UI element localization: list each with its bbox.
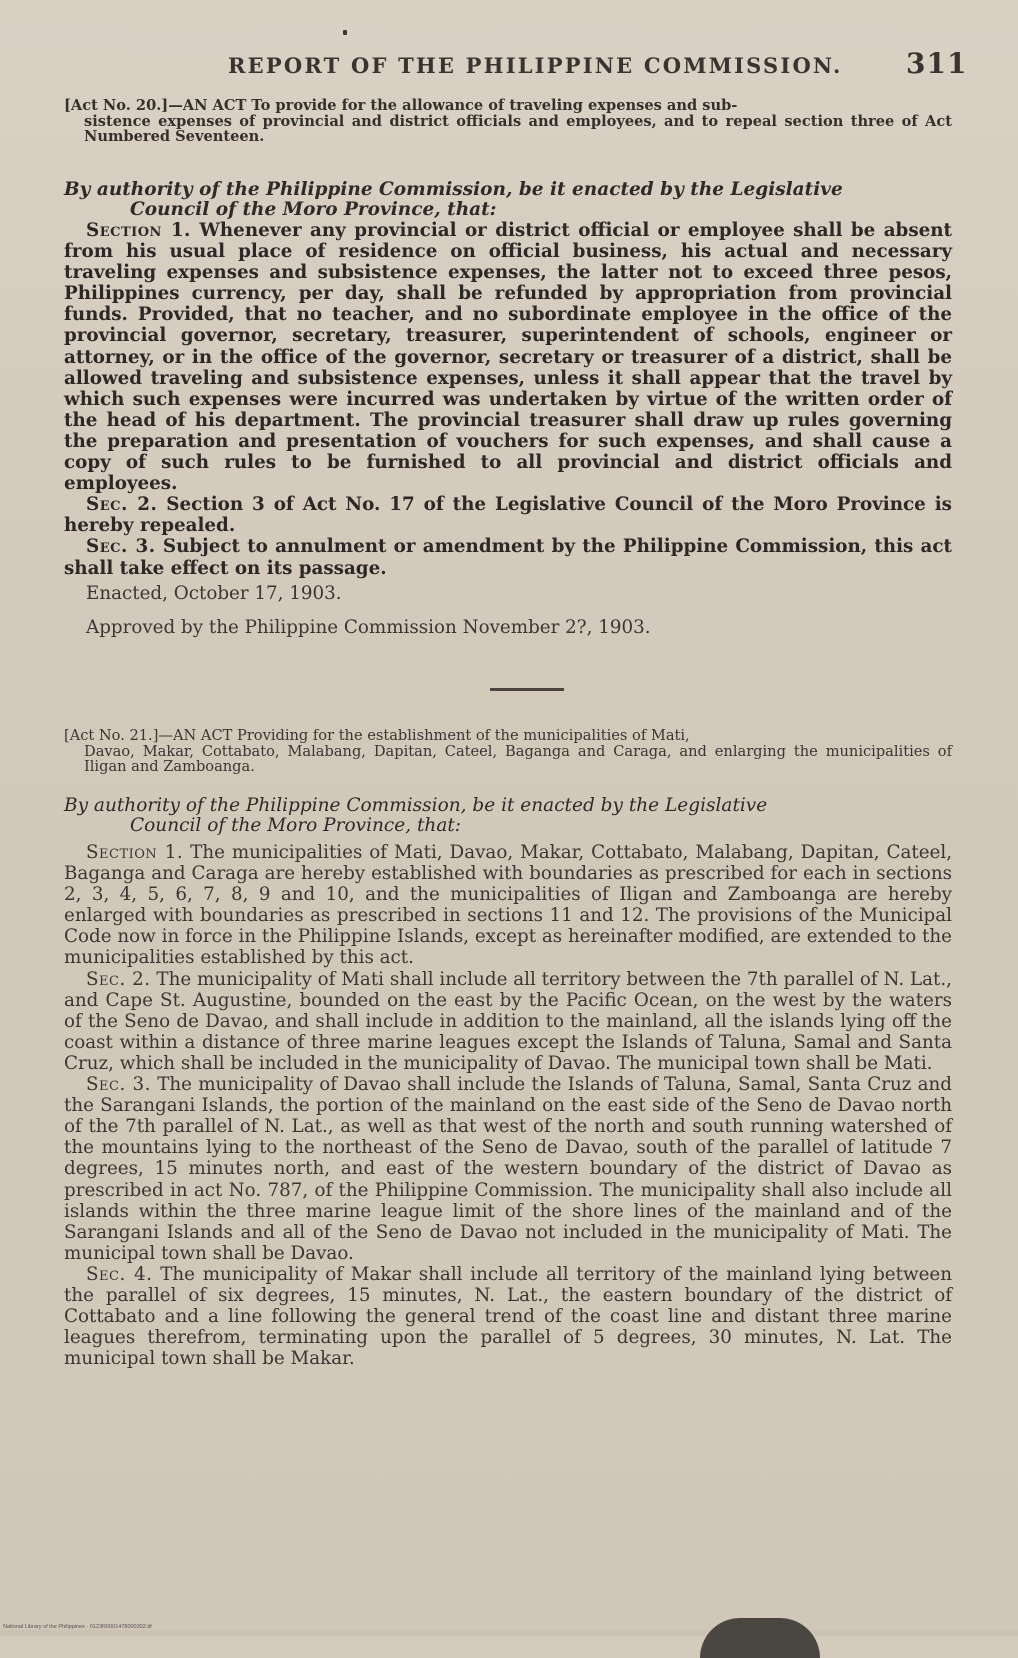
act-21-section-1-text: The municipalities of Mati, Davao, Makar, Cottabato, Malabang, Dapitan, Cateel, Baganga and Caraga are hereby established with boundaries as prescribed for each in sections 2, 3, 4, 5, 6, 7, 8, 9 and 10, and the municipalities of Iligan and Zamboanga are hereby enlarged with boundaries as prescribed in sections 11 and 12. The provisions of the Municipal Code now in force in the Philippine Islands, except as hereinafter modified, are extended to the municipalities established by this act.	[64, 842, 953, 969]
act-20-heading-lead: [Act No. 20.]—AN ACT To provide for the allowance of traveling expenses and sub-	[64, 97, 738, 114]
page-bottom-band	[0, 1630, 1018, 1636]
act-20-heading	[64, 98, 952, 145]
act-21	[64, 728, 952, 775]
act-21-section-4-text: The municipality of Makar shall include all territory of the mainland lying between the parallel of six degrees, 15 minutes, N. Lat., the eastern boundary of the district of Cottabato and a line following the general trend of the coast line and distant three marine leagues therefrom, terminating upon the parallel of 5 degrees, 30 minutes, N. Lat. The municipal town shall be Makar.	[64, 1263, 953, 1370]
act-21-section-1-label: Section 1.	[86, 842, 184, 863]
act-21-section-4	[64, 1264, 952, 1369]
act-21-heading-lead: [Act No. 21.]—AN ACT Providing for the establishment of the municipalities of Mati,	[64, 727, 690, 744]
act-20-enacted-date: Enacted, October 17, 1903.	[86, 582, 342, 604]
act-20-enacting-line1: By authority of the Philippine Commission, be it enacted by the Legislative	[64, 179, 843, 200]
act-21-enacting-clause	[64, 796, 952, 836]
act-20-section-3-text: Subject to annulment or amendment by the Philippine Commission, this act shall take effect on its passage.	[64, 536, 952, 579]
act-20-enacting-line2: Council of the Moro Province, that:	[130, 199, 497, 220]
act-20-section-1-text: Whenever any provincial or district official or employee shall be absent from his usual place of residence on official business, his actual and necessary traveling expenses and subsistence expenses, the latter not to exceed three pesos, Philippines currency, per day, shall be refunded by appropriation from provincial funds. Provided, that no teacher, and no subordinate employee in the office of the provincial governor, secretary, treasurer, superintendent of schools, engineer or attorney, or in the office of the governor, secretary or treasurer of a district, shall be allowed traveling and subsistence expenses, unless it shall appear that the travel by which such expenses were incurred was undertaken by virtue of the written order of the head of his department. The provincial treasurer shall draw up rules governing the preparation and presentation of vouchers for such expenses, and shall cause a copy of such rules to be furnished to all provincial and district officials and employees.	[64, 220, 952, 495]
act-21-section-3	[64, 1074, 952, 1264]
scan-smudge	[700, 1618, 820, 1658]
act-20-section-3	[64, 536, 952, 578]
act-20-section-1	[64, 220, 952, 494]
act-21-heading	[64, 728, 952, 775]
act-20	[64, 98, 952, 145]
act-20-body	[64, 180, 952, 639]
act-20-section-2-text: Section 3 of Act No. 17 of the Legislative Council of the Moro Province is hereby repealed.	[64, 494, 952, 537]
act-20-approved-date: Approved by the Philippine Commission November 2?, 1903.	[86, 616, 651, 638]
act-20-section-2-label: Sec. 2.	[86, 494, 158, 516]
act-21-heading-rest: Davao, Makar, Cottabato, Malabang, Dapitan, Cateel, Baganga and Caraga, and enlarging the municipalities of Iligan and Zamboanga.	[84, 742, 952, 775]
act-20-enacting-clause	[64, 180, 952, 220]
act-20-section-3-label: Sec. 3.	[86, 536, 156, 558]
page-number: 311	[906, 47, 968, 80]
act-21-section-2-text: The municipality of Mati shall include all territory between the 7th parallel of N. Lat., and Cape St. Augustine, bounded on the east by the Pacific Ocean, on the west by the waters of the Seno de Davao, and shall include in addition to the mainland, all the islands lying off the coast within a distance of three marine leagues except the Islands of Taluna, Samal and Santa Cruz, which shall be included in the municipality of Davao. The municipal town shall be Mati.	[64, 968, 952, 1074]
scan-source-note: National Library of the Philippines · 0123R0001478000302.tif	[3, 1624, 152, 1630]
act-21-section-4-label: Sec. 4.	[86, 1263, 153, 1285]
act-21-enacting-line2: Council of the Moro Province, that:	[130, 815, 462, 836]
section-divider	[490, 688, 564, 691]
running-title: REPORT OF THE PHILIPPINE COMMISSION.	[228, 53, 843, 78]
act-20-section-2	[64, 494, 952, 536]
running-header	[0, 47, 1018, 87]
act-20-section-1-label: Section 1.	[86, 220, 191, 241]
act-21-section-3-label: Sec. 3.	[86, 1074, 151, 1096]
act-21-body	[64, 796, 952, 1369]
act-20-heading-rest: sistence expenses of provincial and district officials and employees, and to repeal section three of Act Numbered Seventeen.	[84, 112, 952, 145]
act-21-section-2	[64, 969, 952, 1074]
act-21-section-3-text: The municipality of Davao shall include the Islands of Taluna, Samal, Santa Cruz and the Sarangani Islands, the portion of the mainland on the east side of the Seno de Davao north of the 7th parallel of N. Lat., as well as that west of the north and south running watershed of the mountains lying to the northeast of the Seno de Davao, south of the parallel of latitude 7 degrees, 15 minutes north, and east of the western boundary of the district of Davao as prescribed in act No. 787, of the Philippine Commission. The municipality shall also include all islands within the three marine league limit of the shore lines of the mainland and of the Sarangani Islands and all of the Seno de Davao not included in the municipality of Mati. The municipal town shall be Davao.	[64, 1074, 953, 1264]
ink-dot	[343, 30, 347, 35]
act-21-section-1	[64, 842, 952, 969]
act-21-section-2-label: Sec. 2.	[86, 968, 151, 990]
act-21-enacting-line1: By authority of the Philippine Commission, be it enacted by the Legislative	[64, 795, 768, 816]
